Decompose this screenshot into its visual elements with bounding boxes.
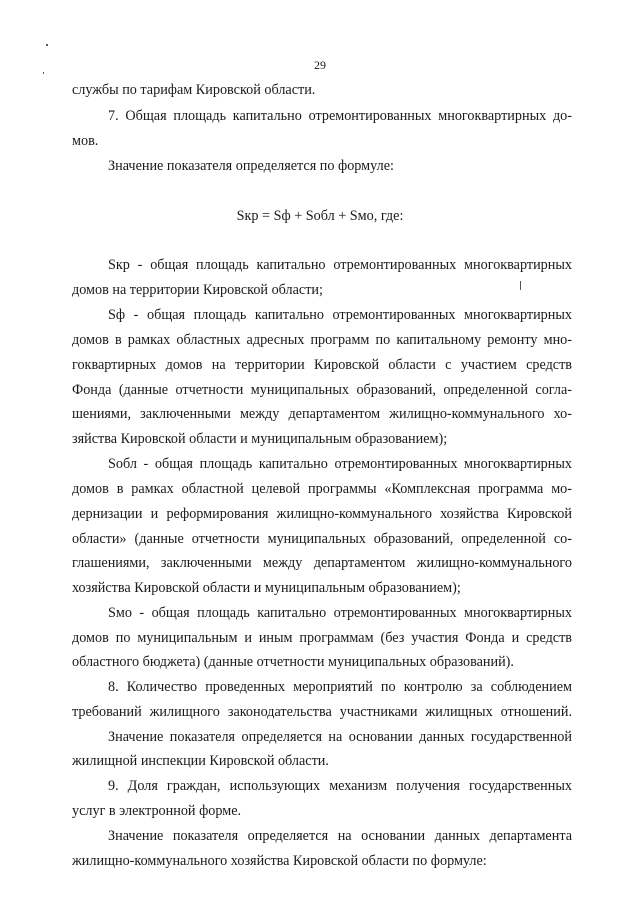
text-line: мов. (72, 133, 99, 149)
text-line: гоквартирных домов на территории Кировской области с участием средств (72, 357, 572, 373)
text-line: Sкр - общая площадь капитально отремонтированных многоквартирных (108, 257, 572, 273)
text-line: областного бюджета) (данные отчетности муниципальных образований). (72, 654, 514, 670)
text-line: жилищно-коммунального хозяйства Кировской области по формуле: (72, 853, 487, 869)
text-line: зяйства Кировской области и муниципальным образованием); (72, 431, 448, 447)
text-line: дернизации и реформирования жилищно-коммунального хозяйства Кировской (72, 506, 572, 522)
text-line: службы по тарифам Кировской области. (72, 82, 316, 98)
text-line: 9. Доля граждан, использующих механизм получения государственных (108, 778, 572, 794)
text-line: домов по муниципальным и иным программам (без участия Фонда и средств (72, 630, 572, 646)
text-line: 8. Количество проведенных мероприятий по контролю за соблюдением (108, 679, 572, 695)
text-line: Значение показателя определяется по формуле: (108, 158, 394, 174)
text-line: домов в рамках областной целевой программы «Комплексная программа мо- (72, 481, 572, 497)
text-line: домов на территории Кировской области; (72, 282, 323, 298)
scan-speck (43, 72, 44, 74)
text-line: услуг в электронной форме. (72, 803, 242, 819)
text-line: жилищной инспекции Кировской области. (72, 753, 329, 769)
text-line: Sмо - общая площадь капитально отремонтированных многоквартирных (108, 605, 572, 621)
text-line: шениями, заключенными между департаментом жилищно-коммунального хо- (72, 406, 572, 422)
text-line: глашениями, заключенными между департаментом жилищно-коммунального (72, 555, 572, 571)
text-line: хозяйства Кировской области и муниципальным образованием); (72, 580, 461, 596)
text-line: домов в рамках областных адресных программ по капитальному ремонту мно- (72, 332, 572, 348)
text-line: требований жилищного законодательства участниками жилищных отношений. (72, 704, 572, 720)
text-line: Значение показателя определяется на основании данных департамента (108, 828, 572, 844)
page-number: 29 (314, 58, 326, 72)
text-line: Sф - общая площадь капитально отремонтированных многоквартирных (108, 307, 572, 323)
text-line: 7. Общая площадь капитально отремонтированных многоквартирных до- (108, 108, 572, 124)
formula: Sкр = Sф + Sобл + Sмо, где: (236, 208, 404, 224)
text-line: области» (данные отчетности муниципальных образований, определенной со- (72, 531, 572, 547)
text-line: Значение показателя определяется на основании данных государственной (108, 729, 572, 745)
text-line: Фонда (данные отчетности муниципальных образований, определенной согла- (72, 382, 572, 398)
scan-speck (46, 44, 48, 46)
text-line: Sобл - общая площадь капитально отремонтированных многоквартирных (108, 456, 572, 472)
scan-speck (520, 281, 521, 290)
